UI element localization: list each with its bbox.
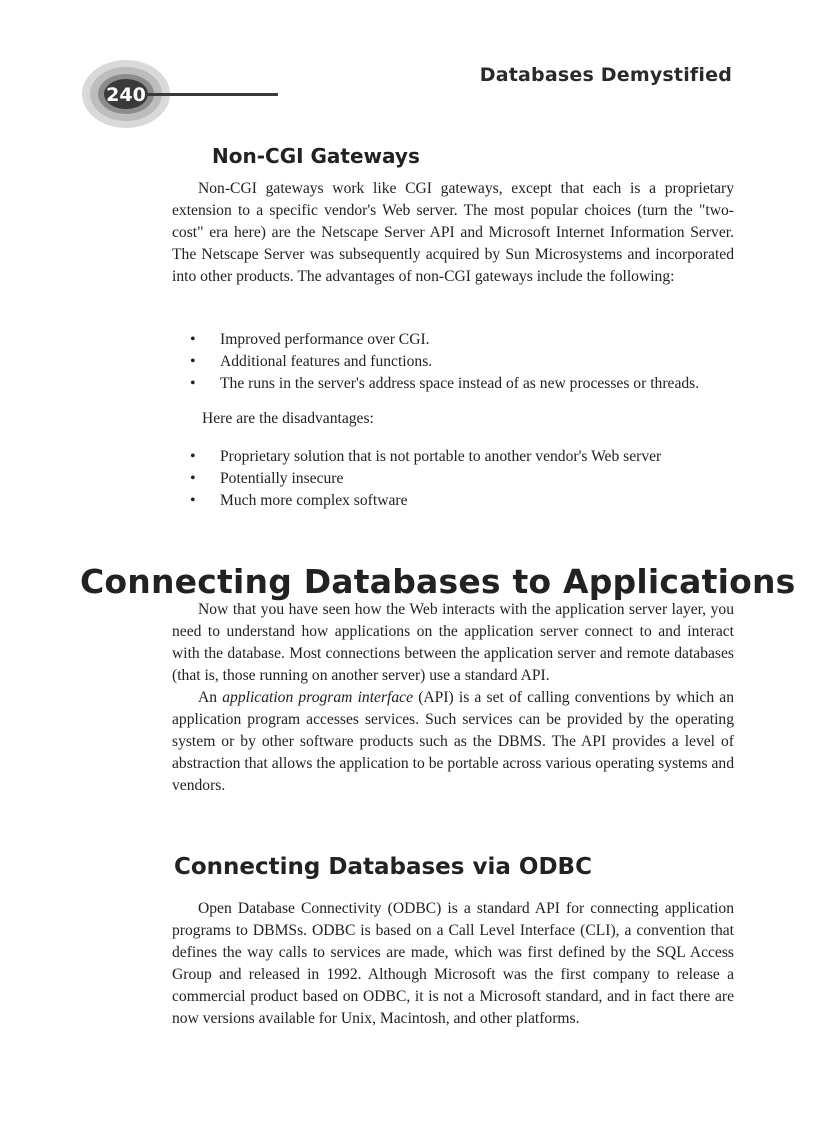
page-number: 240 xyxy=(106,84,146,106)
chapter-heading-connecting-apps: Connecting Databases to Applications xyxy=(80,562,796,601)
list-item: • Much more complex software xyxy=(190,490,661,512)
list-item: • The runs in the server's address space instead of as new processes or threads. xyxy=(190,373,699,395)
disadvantages-list xyxy=(190,446,661,512)
running-title: Databases Demystified xyxy=(479,64,732,86)
paragraph-noncgi-text: Non-CGI gateways work like CGI gateways, except that each is a proprietary extension to a specific vendor's Web server. The most popular choices (turn the "two-cost" era here) are the Netscape Server API and Microsoft Internet Information Server. The Netscape Server was subsequently acquired by Sun Microsystems and incorporated into other products. The advantages of non-CGI gateways include the following: xyxy=(172,180,734,285)
section-heading-odbc: Connecting Databases via ODBC xyxy=(174,854,592,880)
api-term: application program interface xyxy=(222,689,414,706)
paragraph-connecting-apps-start: Now that you have seen how the Web interacts with the application server layer, you need to understand how applications on the application server connect to and interact with the database. Most connections between the application server and remote databases (that is, those running on another server) use a standard API. xyxy=(172,601,734,684)
list-item: • Improved performance over CGI. xyxy=(190,329,699,351)
list-item: • Proprietary solution that is not portable to another vendor's Web server xyxy=(190,446,661,468)
paragraph-api-intro: An xyxy=(198,689,223,706)
list-item: • Additional features and functions. xyxy=(190,351,699,373)
paragraph-connecting-apps xyxy=(172,599,734,797)
list-item: • Potentially insecure xyxy=(190,468,661,490)
paragraph-noncgi xyxy=(172,178,734,288)
paragraph-odbc-text: Open Database Connectivity (ODBC) is a standard API for connecting application programs to DBMSs. ODBC is based on a Call Level Interface (CLI), a convention that defines the way calls to services are made, which was first defined by the SQL Access Group and released in 1992. Although Microsoft was the first company to release a commercial product based on ODBC, it is not a Microsoft standard, and in fact there are now versions available for Unix, Macintosh, and other platforms. xyxy=(172,900,734,1027)
section-heading-noncgi: Non-CGI Gateways xyxy=(212,144,420,168)
advantages-list xyxy=(190,329,699,395)
paragraph-odbc xyxy=(172,898,734,1030)
paragraph-api-rest: (API) is a set of calling conventions by which an application program accesses services. Such services can be provided by the operating system or by other software products such as the DBMS. The API provides a level of abstraction that allows the application to be portable across various operating systems and vendors. xyxy=(172,689,735,794)
page-number-badge xyxy=(80,56,280,136)
disadvantages-lead: Here are the disadvantages: xyxy=(202,410,374,427)
